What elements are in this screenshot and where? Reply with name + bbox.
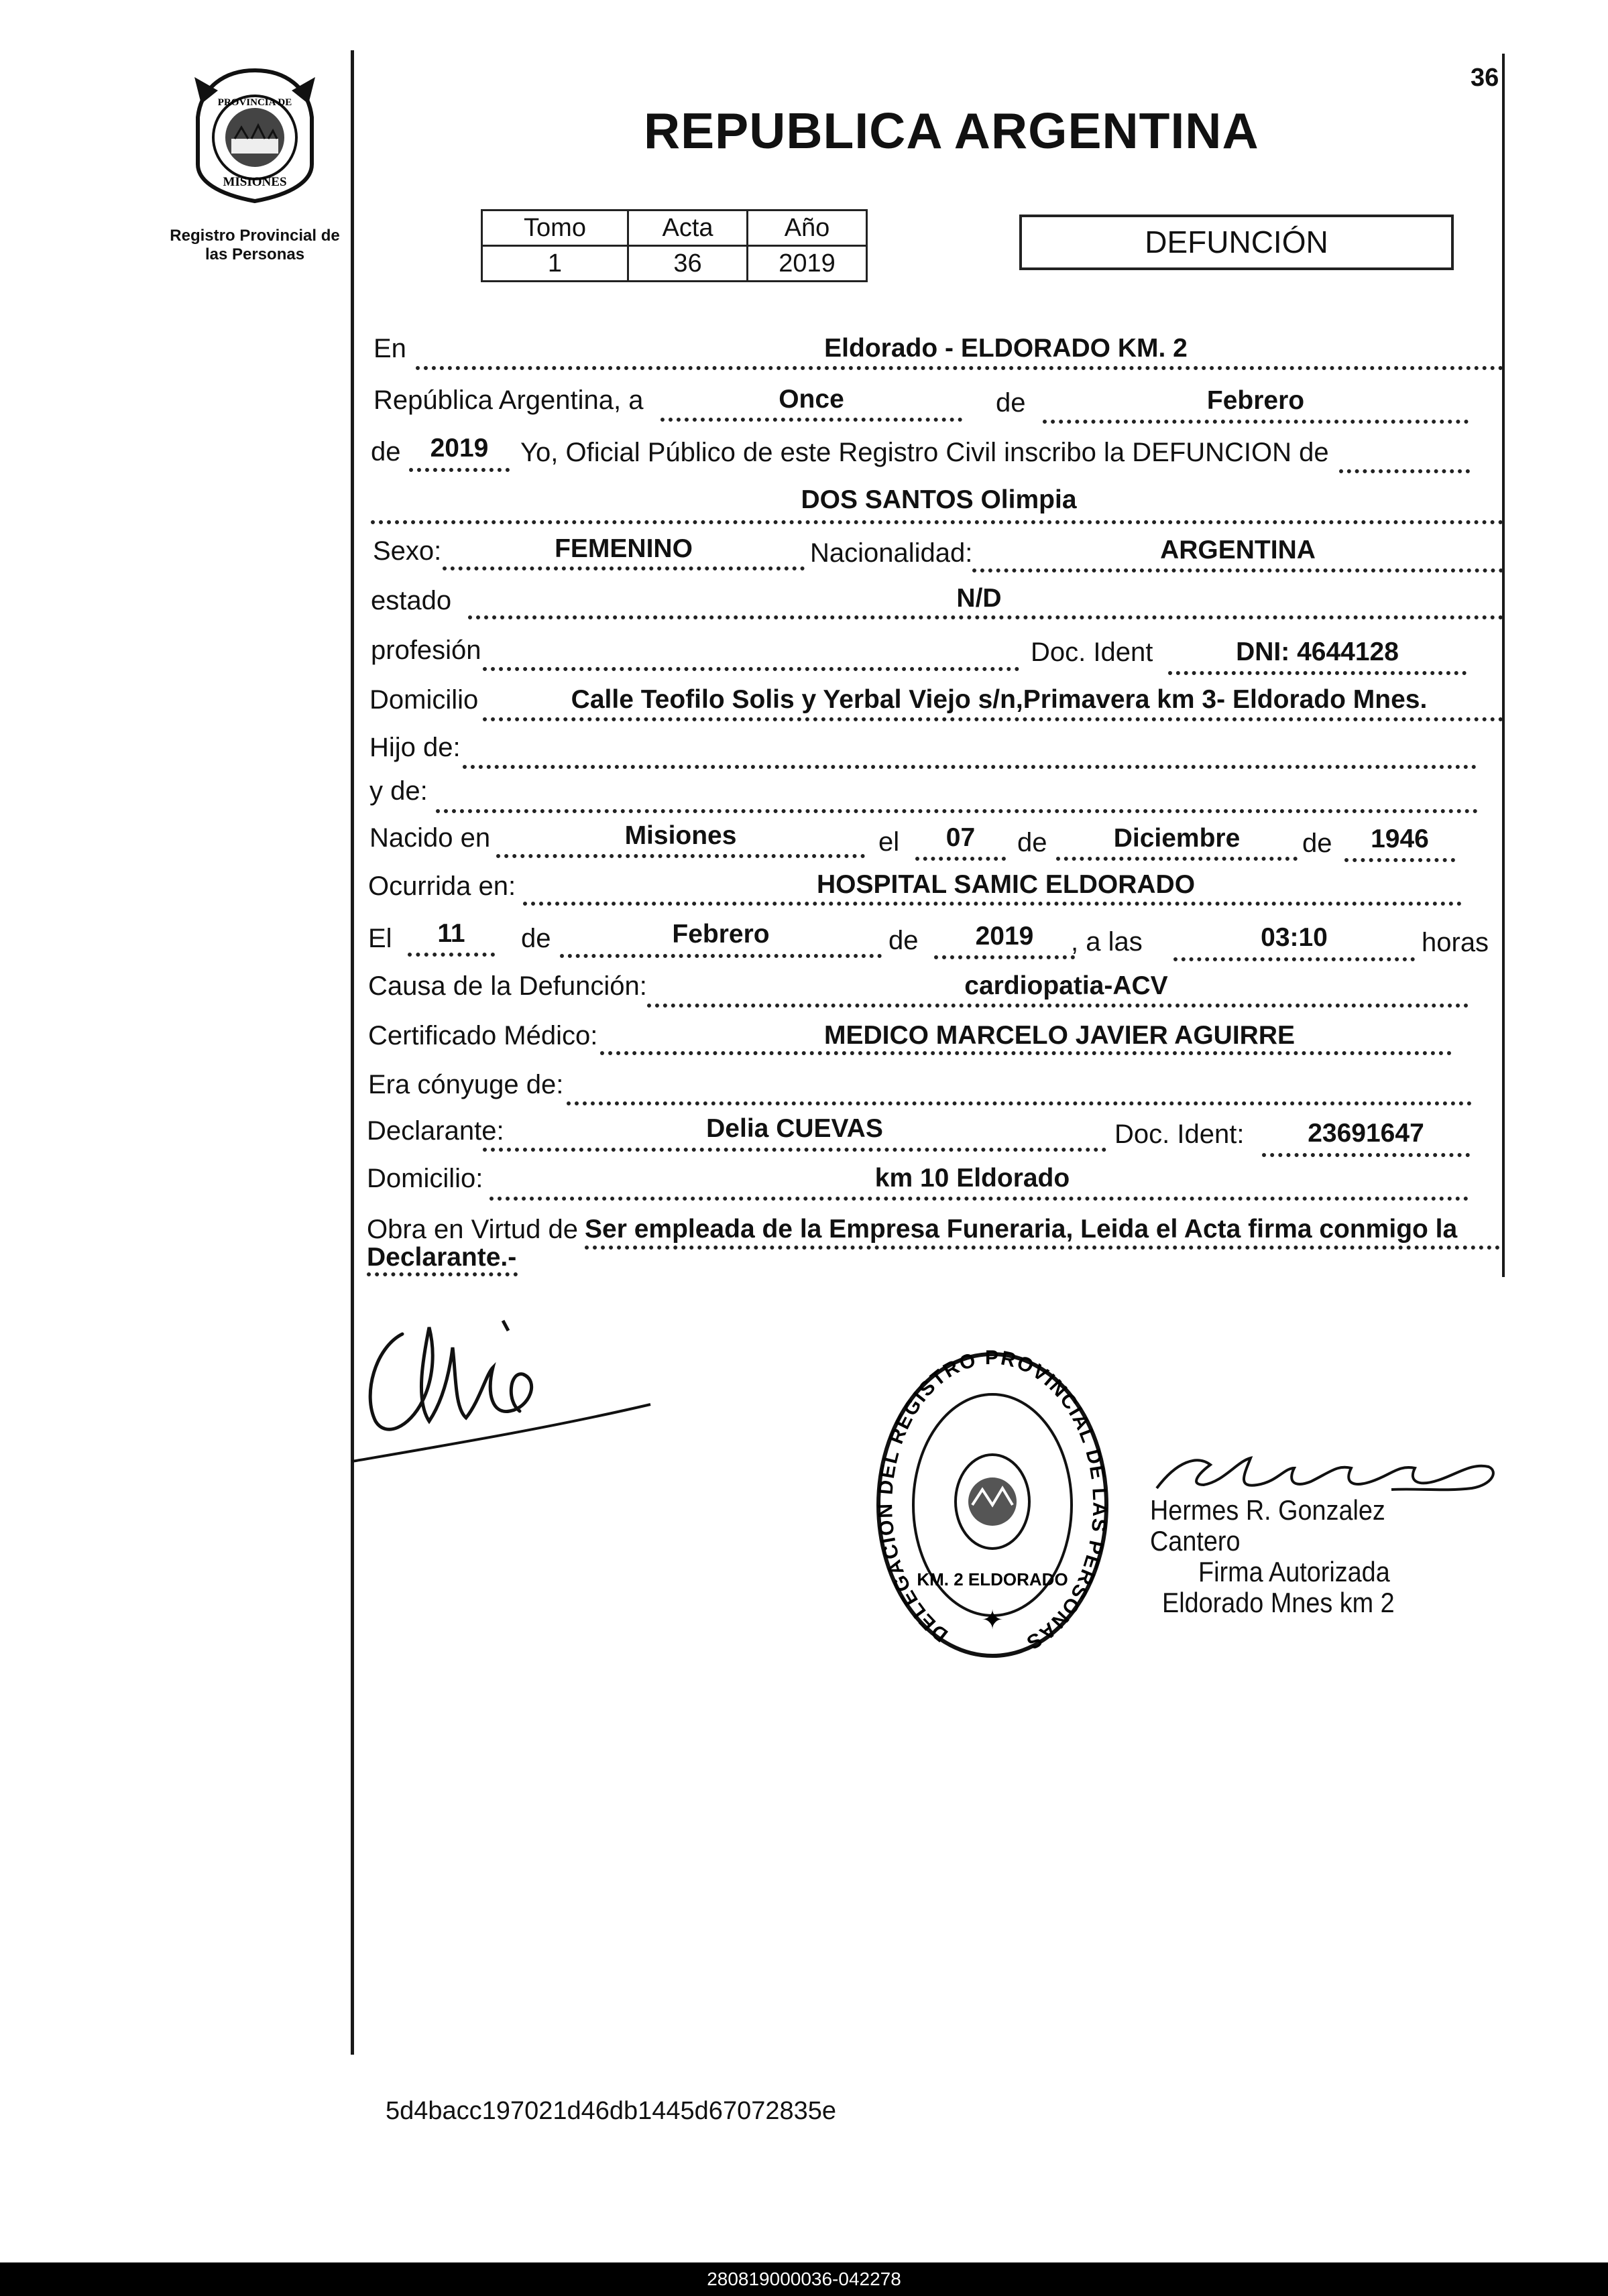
birth-de-2: de [1302, 829, 1332, 858]
death-month-value: Febrero [672, 920, 770, 949]
en-value: Eldorado - ELDORADO KM. 2 [824, 334, 1188, 363]
page-title: REPUBLICA ARGENTINA [644, 103, 1259, 159]
ocurrida-value: HOSPITAL SAMIC ELDORADO [816, 870, 1196, 899]
death-year-line [934, 955, 1075, 959]
nacionalidad-label: Nacionalidad: [810, 538, 973, 568]
obra-line-1 [585, 1246, 1500, 1250]
year-label: de [371, 437, 401, 467]
profesion-line [483, 667, 1019, 671]
doc-ident-value: DNI: 4644128 [1236, 638, 1399, 666]
record-table [481, 209, 868, 282]
birth-year-value: 1946 [1371, 825, 1429, 853]
signatory-location: Eldorado Mnes km 2 [1162, 1587, 1395, 1618]
nacido-line [496, 854, 865, 858]
certificado-line [600, 1051, 1452, 1055]
footer-id-bar: 280819000036-042278 [0, 2262, 1608, 2296]
el-label: el [878, 827, 900, 857]
birth-month-line [1056, 857, 1298, 861]
stamp-inner-text: KM. 2 ELDORADO [917, 1569, 1068, 1589]
decl-doc-line [1262, 1153, 1470, 1157]
record-type-box: DEFUNCIÓN [1019, 215, 1454, 270]
birth-month-value: Diciembre [1113, 824, 1241, 853]
signatory-title: Firma Autorizada [1198, 1556, 1390, 1587]
obra-line-2 [367, 1272, 518, 1276]
decl-domicilio-label: Domicilio: [367, 1164, 483, 1193]
sexo-label: Sexo: [373, 536, 442, 566]
death-year-value: 2019 [975, 922, 1034, 951]
day-value: Once [779, 385, 844, 414]
death-time-value: 03:10 [1261, 923, 1328, 952]
obra-value-1: Ser empleada de la Empresa Funeraria, Leida el Acta firma conmigo la [585, 1215, 1458, 1244]
birth-de-1: de [1017, 828, 1047, 857]
death-de-2: de [888, 926, 919, 955]
causa-value: cardiopatia-ACV [964, 971, 1168, 1000]
sexo-line [443, 566, 805, 570]
ocurrida-line [523, 902, 1462, 906]
certificado-value: MEDICO MARCELO JAVIER AGUIRRE [823, 1021, 1296, 1050]
birth-day-value: 07 [945, 823, 976, 852]
domicilio-value: Calle Teofilo Solis y Yerbal Viejo s/n,Primavera km 3- Eldorado Mnes. [571, 685, 1428, 714]
nacido-label: Nacido en [369, 823, 491, 853]
name-value: DOS SANTOS Olimpia [801, 485, 1077, 514]
obra-value-2: Declarante.- [367, 1243, 517, 1272]
year-value: 2019 [430, 434, 489, 463]
el2-label: El [368, 924, 392, 953]
estado-value: N/D [956, 584, 1002, 613]
logo-text-top: PROVINCIA DE [217, 97, 292, 108]
decl-domicilio-value: km 10 Eldorado [874, 1164, 1070, 1193]
alas-label: , a las [1071, 927, 1143, 957]
hijo-label: Hijo de: [369, 733, 461, 762]
decl-doc-value: 23691647 [1308, 1119, 1424, 1148]
doc-ident-label: Doc. Ident [1031, 638, 1153, 667]
oficial-tail-line [1339, 469, 1470, 473]
oficial-text: Yo, Oficial Público de este Registro Civil inscribo la DEFUNCION de [520, 438, 1329, 467]
declarante-label: Declarante: [367, 1116, 504, 1146]
registry-line-1: Registro Provincial de [170, 227, 340, 245]
signatory-block [1150, 1495, 1464, 1618]
causa-label: Causa de la Defunción: [368, 971, 647, 1001]
declarante-value: Delia CUEVAS [706, 1114, 883, 1143]
day-line [661, 418, 962, 422]
document-hash: 5d4bacc197021d46db1445d67072835e [386, 2097, 837, 2125]
name-line [371, 520, 1503, 524]
delegation-stamp [872, 1347, 1113, 1663]
signatory-name: Hermes R. Gonzalez Cantero [1150, 1494, 1385, 1557]
doc-ident-line [1168, 671, 1467, 675]
registry-line-2: las Personas [205, 245, 305, 263]
stamp-star-icon: ✦ [981, 1606, 1004, 1635]
month-value: Febrero [1206, 386, 1305, 415]
death-day-value: 11 [437, 919, 465, 948]
de-label-1: de [996, 388, 1026, 418]
conyuge-label: Era cónyuge de: [368, 1070, 564, 1099]
official-signature [1150, 1448, 1512, 1502]
registry-name [148, 227, 362, 264]
sexo-value: FEMENINO [555, 534, 693, 563]
logo-text-bottom: MISIONES [223, 175, 287, 189]
yde-line [436, 809, 1478, 813]
conyuge-line [567, 1101, 1472, 1105]
obra-label: Obra en Virtud de [367, 1215, 579, 1244]
death-day-line [408, 953, 495, 957]
death-month-line [560, 954, 882, 958]
nacido-value: Misiones [624, 821, 737, 850]
domicilio-label: Domicilio [369, 685, 479, 715]
acta-label: Acta [628, 210, 748, 246]
hijo-line [463, 765, 1477, 769]
tomo-label: Tomo [482, 210, 628, 246]
left-margin-line [351, 50, 354, 2055]
estado-line [468, 615, 1503, 619]
birth-day-line [915, 857, 1006, 861]
province-logo [178, 64, 332, 204]
year-line [409, 468, 510, 472]
birth-year-line [1344, 858, 1455, 862]
estado-label: estado [371, 586, 452, 615]
nacionalidad-value: ARGENTINA [1160, 536, 1316, 564]
republica-label: República Argentina, a [374, 385, 644, 415]
yde-label: y de: [369, 776, 428, 806]
decl-doc-label: Doc. Ident: [1114, 1120, 1245, 1149]
declarante-line [483, 1148, 1106, 1152]
profesion-label: profesión [371, 636, 481, 665]
en-label: En [374, 334, 406, 363]
anio-value: 2019 [748, 246, 867, 282]
death-time-line [1173, 957, 1415, 961]
horas-label: horas [1422, 928, 1489, 957]
stamp-ring-text: DELEGACION DEL REGISTRO PROVINCIAL DE LAS PERSONAS [874, 1347, 1111, 1654]
death-de-1: de [521, 924, 551, 953]
tomo-value: 1 [482, 246, 628, 282]
domicilio-line [483, 717, 1503, 721]
ocurrida-label: Ocurrida en: [368, 871, 516, 901]
month-line [1043, 420, 1469, 424]
acta-value: 36 [628, 246, 748, 282]
page-number: 36 [1471, 64, 1499, 92]
certificado-label: Certificado Médico: [368, 1021, 598, 1050]
nacionalidad-line [972, 568, 1503, 572]
declarante-signature [349, 1301, 697, 1475]
decl-domicilio-line [490, 1197, 1469, 1201]
anio-label: Año [748, 210, 867, 246]
causa-line [647, 1004, 1469, 1008]
right-margin-line [1502, 54, 1505, 1277]
en-line [416, 366, 1503, 370]
